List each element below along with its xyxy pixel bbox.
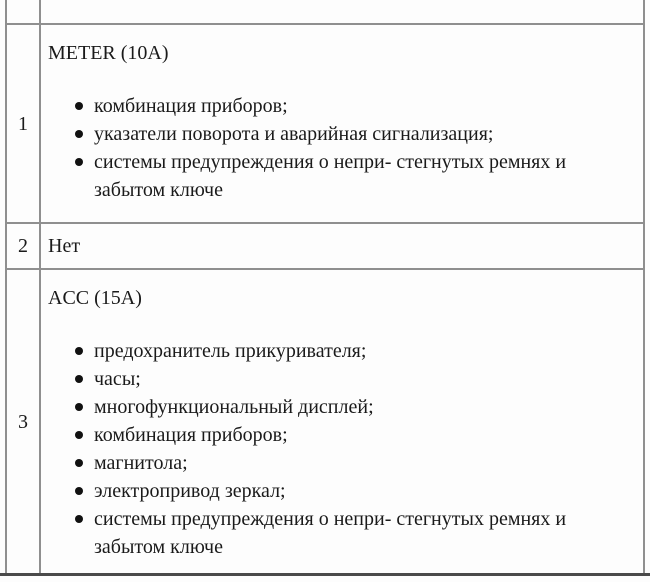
row-content-cell	[41, 224, 643, 268]
list-item	[48, 505, 599, 561]
list-item	[48, 477, 599, 505]
bullet-icon	[75, 347, 83, 355]
list-item-text: комбинация приборов;	[94, 424, 288, 446]
list-item-text: предохранитель прикуривателя;	[94, 340, 367, 362]
list-item-text: системы предупреждения о непри- стегнутых ремнях и забытом ключе	[94, 508, 567, 558]
bullet-icon	[75, 130, 83, 138]
table-row	[7, 222, 643, 268]
list-item	[48, 449, 599, 477]
fuse-consumers-list	[48, 92, 637, 204]
list-item	[48, 421, 599, 449]
table-row	[7, 0, 643, 23]
fuse-consumers-list	[48, 337, 637, 561]
list-item	[48, 365, 599, 393]
row-content-cell	[41, 270, 643, 573]
row-number-cell: 1	[7, 25, 41, 222]
row-content-cell	[41, 25, 643, 222]
row-number-cell: 2	[7, 224, 41, 268]
list-item-text: электропривод зеркал;	[94, 480, 286, 502]
bullet-icon	[75, 158, 83, 166]
table-row	[7, 268, 643, 573]
list-item-text: магнитола;	[94, 452, 188, 474]
fuse-title: Нет	[48, 235, 81, 257]
list-item-text: указатели поворота и аварийная сигнализация;	[94, 123, 494, 145]
list-item-text: комбинация приборов;	[94, 95, 288, 117]
bullet-icon	[75, 431, 83, 439]
bullet-icon	[75, 487, 83, 495]
row-number-cell: 3	[7, 270, 41, 573]
row-content-cell	[41, 0, 643, 23]
bullet-icon	[75, 403, 83, 411]
list-item-text: системы предупреждения о непри- стегнутых ремнях и забытом ключе	[94, 151, 567, 201]
list-item-text: часы;	[94, 368, 141, 390]
list-item	[48, 337, 599, 365]
fuse-table	[5, 0, 645, 573]
list-item	[48, 393, 599, 421]
bullet-icon	[75, 459, 83, 467]
list-item-text: многофункциональный дисплей;	[94, 396, 374, 418]
list-item	[48, 148, 599, 204]
bullet-icon	[75, 375, 83, 383]
bullet-icon	[75, 102, 83, 110]
row-number-cell	[7, 0, 41, 23]
list-item	[48, 92, 599, 120]
bullet-icon	[75, 515, 83, 523]
list-item	[48, 120, 599, 148]
fuse-title: METER (10A)	[48, 42, 169, 64]
fuse-title: ACC (15A)	[48, 287, 142, 309]
table-row	[7, 23, 643, 222]
table-bottom-border	[0, 573, 650, 576]
